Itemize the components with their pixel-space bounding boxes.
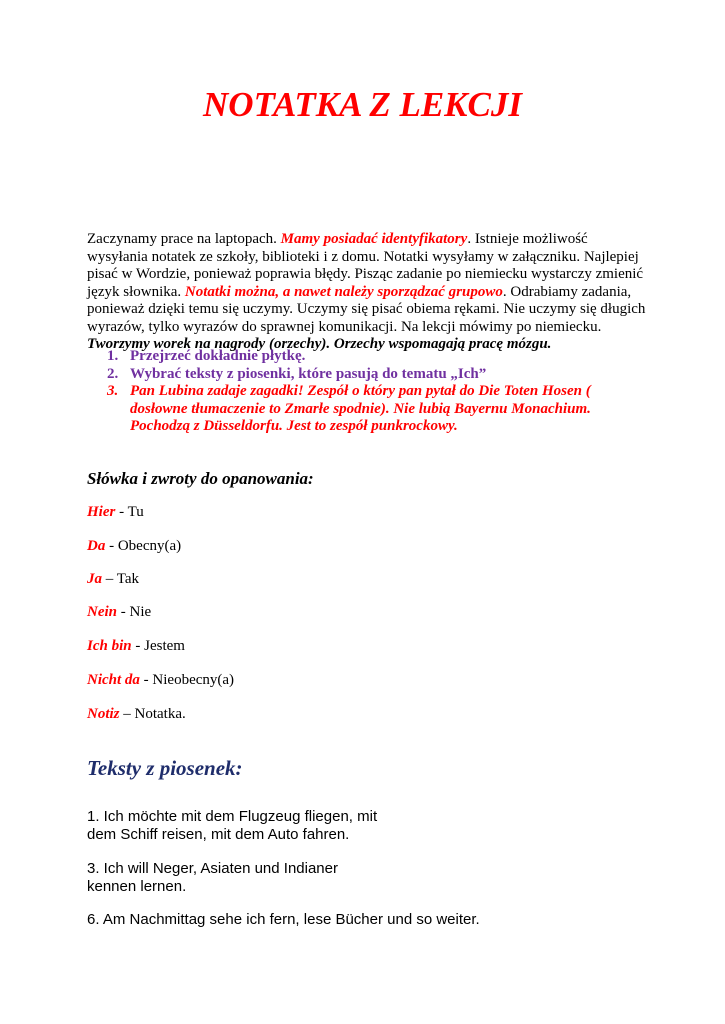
vocab-item [87,705,186,723]
vocab-meaning: Obecny(a) [117,538,182,554]
songs-heading: Teksty z piosenek: [87,756,243,780]
vocab-meaning: Jestem [144,638,185,654]
song-line: 3. Ich will Neger, Asiaten und Indianer [87,860,338,877]
vocab-item [87,537,181,555]
vocab-meaning: Nieobecny(a) [152,672,235,688]
song-line: dem Schiff reisen, mit dem Auto fahren. [87,826,350,843]
task-number: 3. [107,383,119,399]
vocab-item [87,503,144,521]
vocab-term: Da [87,538,106,554]
document-title: NOTATKA Z LEKCJI [203,85,522,124]
vocab-meaning: Notatka. [134,706,186,722]
vocab-meaning: Nie [129,604,152,620]
task-text: Wybrać teksty z piosenki, które pasują do tematu „Ich” [130,365,487,382]
vocab-separator: – [102,571,117,587]
vocab-meaning: Tak [116,571,140,587]
task-item [87,348,637,366]
intro-bold-rewards: Tworzymy worek na nagrody (orzechy). Orzechy wspomagają pracę mózgu. [87,336,552,352]
task-number: 1. [107,348,119,364]
vocab-separator: - [115,504,128,520]
task-item [87,383,637,436]
vocab-meaning: Tu [127,504,144,520]
intro-paragraph [87,231,647,354]
vocab-separator: - [117,604,130,620]
task-number: 2. [107,365,119,382]
task-text: Przejrzeć dokładnie płytkę. [130,348,306,364]
vocab-separator: - [105,538,118,554]
song-excerpt [87,911,480,929]
song-line: 1. Ich möchte mit dem Flugzeug fliegen, mit [87,808,378,825]
vocab-separator: - [131,638,145,654]
vocab-item [87,570,139,588]
intro-highlight-identifiers: Mamy posiadać identyfikatory [280,231,468,247]
vocab-term: Hier [87,504,116,520]
vocab-term: Ich bin [87,638,132,654]
task-item [87,366,637,384]
intro-text-3: . Odrabiamy zadania, ponieważ dzięki temu się uczymy. Uczymy się pisać obiema rękami. Nie uczymy się długich wyrazów, tylko wyrazów do sprawnej komunikacji. Na lekcji mówimy po niemiecku. [87,283,646,335]
song-line: kennen lernen. [87,878,187,895]
intro-text-2: . Istnieje możliwość wysyłania notatek ze szkoły, biblioteki i z domu. Notatki wysyłamy w załączniku. Najlepiej pisać w Wordzie, ponieważ poprawia błędy. Pisząc zadanie po niemiecku wystarczy zmienić język słownika. [87,231,644,300]
vocab-separator: - [139,672,153,688]
intro-highlight-group-notes: Notatki można, a nawet należy sporządzać grupowo [184,283,503,300]
song-excerpt [87,860,338,896]
vocab-term: Notiz [87,706,120,722]
task-list [87,348,637,436]
vocab-item [87,637,185,655]
song-line: 6. Am Nachmittag sehe ich fern, lese Bücher und so weiter. [87,911,480,928]
vocab-separator: – [119,706,135,722]
vocab-heading: Słówka i zwroty do opanowania: [87,469,314,488]
vocab-item [87,603,151,621]
intro-text-1: Zaczynamy prace na laptopach. [87,231,281,247]
task-text: Pan Lubina zadaje zagadki! Zespół o który pan pytał do Die Toten Hosen ( dosłowne tłumaczenie to Zmarłe spodnie). Nie lubią Bayernu Monachium. Pochodzą z Düsseldorfu. Jest to zespół punkrockowy. [130,383,591,434]
vocab-term: Nein [87,604,117,620]
vocab-term: Nicht da [87,672,140,688]
vocab-term: Ja [87,571,102,587]
song-excerpt [87,808,377,844]
vocab-item [87,671,234,689]
